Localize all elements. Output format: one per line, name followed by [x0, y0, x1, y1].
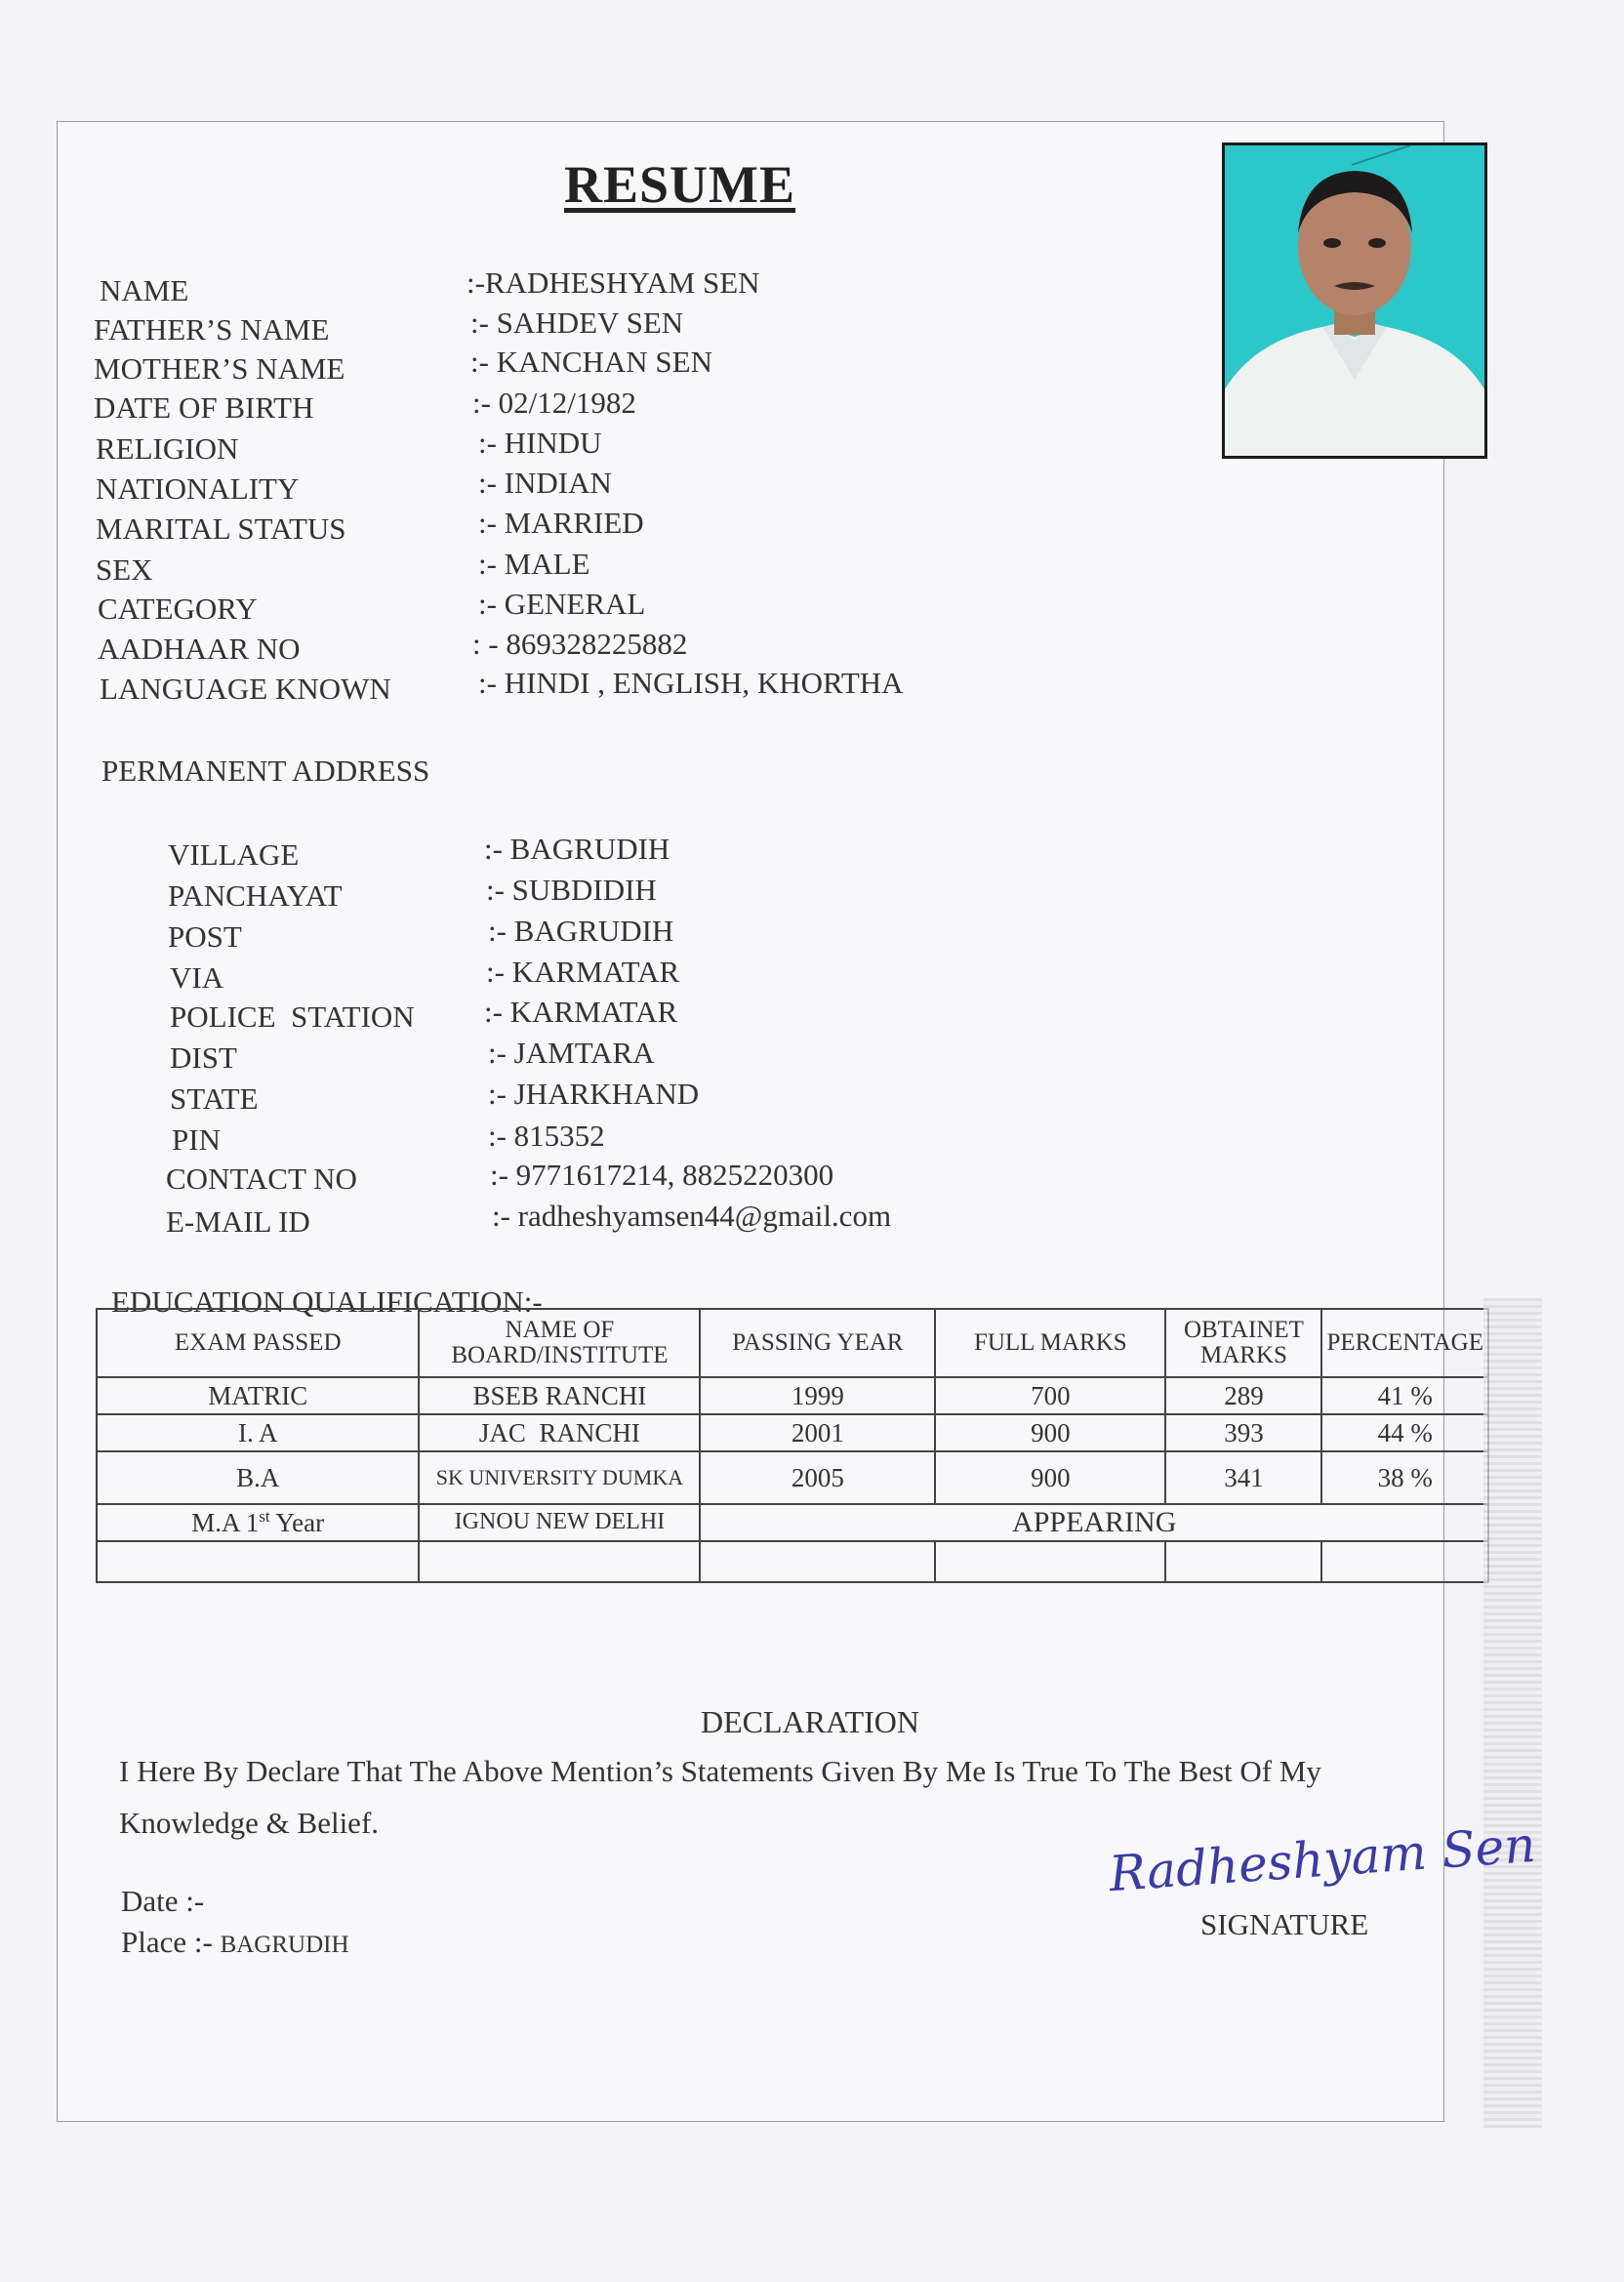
label-aadhaar-no: AADHAAR NO [98, 632, 301, 666]
header-full-marks: FULL MARKS [935, 1309, 1165, 1377]
label-panchayat: PANCHAYAT [168, 878, 343, 913]
header-obtained-marks: OBTAINET MARKS [1165, 1309, 1321, 1377]
education-table [96, 1308, 1489, 1583]
scan-edge-artifact [1483, 1298, 1542, 2128]
value-sex: :- MALE [478, 547, 590, 581]
value-father-name: :- SAHDEV SEN [470, 306, 684, 340]
label-police-station: POLICE STATION [170, 999, 415, 1034]
empty-cell [935, 1541, 1165, 1582]
value-nationality: :- INDIAN [478, 466, 612, 500]
label-pin: PIN [172, 1122, 221, 1157]
value-aadhaar-no: : - 869328225882 [472, 627, 688, 661]
signature-label: SIGNATURE [1200, 1907, 1369, 1941]
value-category: :- GENERAL [478, 587, 646, 621]
label-father-name: FATHER’S NAME [94, 312, 330, 346]
table-header-row [97, 1309, 1488, 1377]
address-heading: PERMANENT ADDRESS [102, 754, 430, 788]
header-passing-year: PASSING YEAR [700, 1309, 935, 1377]
cell-full-marks: 900 [935, 1414, 1165, 1451]
cell-board: IGNOU NEW DELHI [419, 1504, 700, 1541]
label-email-id: E-MAIL ID [166, 1204, 310, 1239]
cell-percent: 44 % [1321, 1414, 1488, 1451]
empty-cell [97, 1541, 419, 1582]
cell-exam [97, 1504, 419, 1541]
label-category: CATEGORY [98, 591, 258, 626]
cell-board: BSEB RANCHI [419, 1377, 700, 1414]
label-via: VIA [170, 960, 224, 995]
value-marital-status: :- MARRIED [478, 506, 644, 540]
place-label: Place :- [121, 1925, 213, 1959]
education-heading: EDUCATION QUALIFICATION:- [111, 1284, 543, 1319]
value-email-id: :- radheshyamsen44@gmail.com [492, 1199, 892, 1233]
value-village: :- BAGRUDIH [484, 832, 670, 866]
cell-obtained: 341 [1165, 1451, 1321, 1504]
date-label: Date :- [121, 1884, 205, 1918]
value-name: :-RADHESHYAM SEN [467, 265, 760, 300]
cell-percent: 41 % [1321, 1377, 1488, 1414]
label-dist: DIST [170, 1040, 237, 1075]
cell-year: 1999 [700, 1377, 935, 1414]
cell-board: JAC RANCHI [419, 1414, 700, 1451]
cell-obtained: 289 [1165, 1377, 1321, 1414]
label-contact-no: CONTACT NO [166, 1161, 357, 1196]
label-marital-status: MARITAL STATUS [96, 511, 346, 546]
declaration-title: DECLARATION [701, 1704, 919, 1739]
value-post: :- BAGRUDIH [488, 914, 674, 948]
cell-year: 2001 [700, 1414, 935, 1451]
label-nationality: NATIONALITY [96, 471, 300, 506]
cell-exam: MATRIC [97, 1377, 419, 1414]
table-row [97, 1451, 1488, 1504]
ma-exam-text: M.A 1 [191, 1508, 260, 1538]
cell-full-marks: 700 [935, 1377, 1165, 1414]
table-row [97, 1414, 1488, 1451]
value-via: :- KARMATAR [486, 955, 680, 989]
label-village: VILLAGE [168, 837, 300, 872]
header-exam-passed: EXAM PASSED [97, 1309, 419, 1377]
place-row [121, 1925, 349, 1960]
cell-status-appearing: APPEARING [700, 1504, 1488, 1541]
cell-year: 2005 [700, 1451, 935, 1504]
table-row-empty [97, 1541, 1488, 1582]
value-mother-name: :- KANCHAN SEN [470, 345, 712, 379]
label-mother-name: MOTHER’S NAME [94, 351, 345, 386]
value-date-of-birth: :- 02/12/1982 [472, 386, 636, 420]
label-religion: RELIGION [96, 431, 239, 466]
cell-board: SK UNIVERSITY DUMKA [419, 1451, 700, 1504]
value-dist: :- JAMTARA [488, 1036, 655, 1070]
cell-percent: 38 % [1321, 1451, 1488, 1504]
value-contact-no: :- 9771617214, 8825220300 [490, 1158, 834, 1192]
value-language-known: :- HINDI , ENGLISH, KHORTHA [478, 666, 904, 700]
cell-full-marks: 900 [935, 1451, 1165, 1504]
label-date-of-birth: DATE OF BIRTH [94, 390, 314, 425]
cell-obtained: 393 [1165, 1414, 1321, 1451]
cell-exam: I. A [97, 1414, 419, 1451]
label-post: POST [168, 919, 242, 954]
page-title: RESUME [564, 155, 796, 214]
label-sex: SEX [96, 552, 153, 587]
header-percentage: PERCENTAGE [1321, 1309, 1488, 1377]
empty-cell [419, 1541, 700, 1582]
value-police-station: :- KARMATAR [484, 995, 678, 1029]
table-row [97, 1504, 1488, 1541]
header-board-institute: NAME OF BOARD/INSTITUTE [419, 1309, 700, 1377]
empty-cell [1165, 1541, 1321, 1582]
table-row [97, 1377, 1488, 1414]
label-language-known: LANGUAGE KNOWN [100, 672, 391, 706]
value-religion: :- HINDU [478, 426, 602, 460]
ma-exam-suffix: st [259, 1507, 270, 1527]
empty-cell [700, 1541, 935, 1582]
cell-exam: B.A [97, 1451, 419, 1504]
place-value: BAGRUDIH [220, 1932, 349, 1958]
declaration-text: I Here By Declare That The Above Mention’s Statements Given By Me Is True To The Best Of My Knowledge & Belief. [119, 1754, 1321, 1840]
signature-image: Radheshyam Sen [1107, 1815, 1538, 1903]
label-name: NAME [100, 273, 189, 307]
ma-exam-tail: Year [269, 1508, 325, 1538]
value-pin: :- 815352 [488, 1119, 605, 1153]
value-state: :- JHARKHAND [488, 1077, 700, 1111]
label-state: STATE [170, 1081, 259, 1116]
profile-photo [1222, 143, 1487, 459]
value-panchayat: :- SUBDIDIH [486, 873, 657, 907]
empty-cell [1321, 1541, 1488, 1582]
